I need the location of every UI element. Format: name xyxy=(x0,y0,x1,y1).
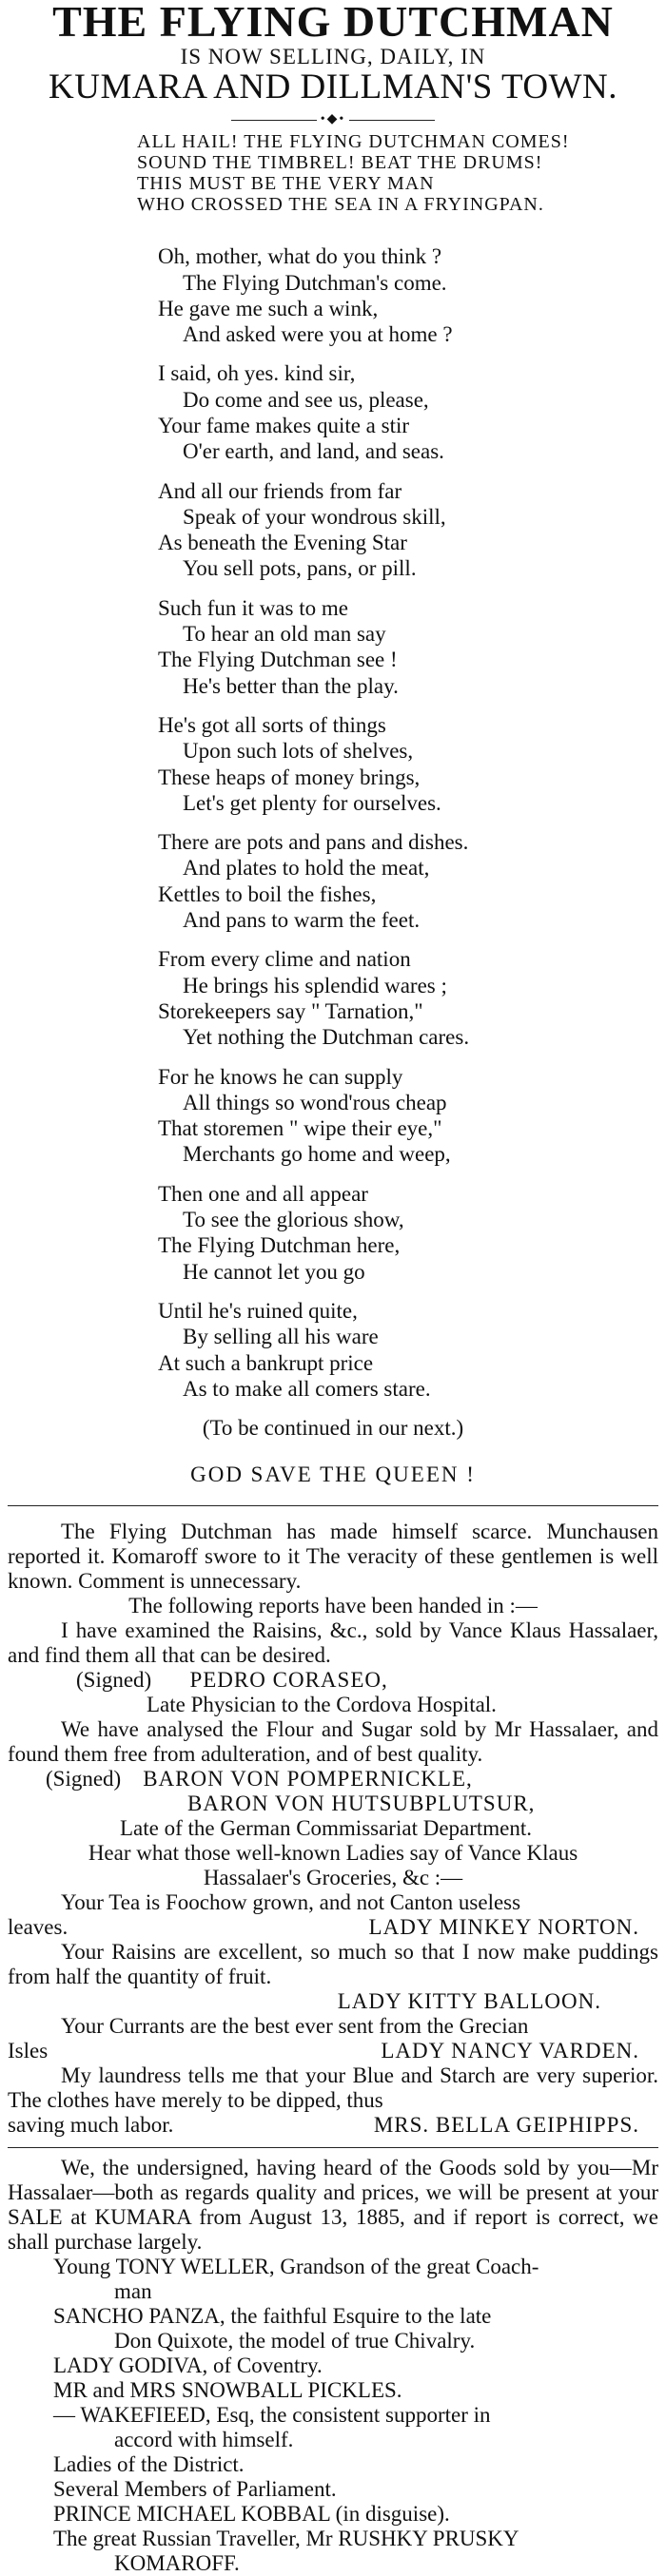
signed-label: (Signed) xyxy=(76,1668,152,1693)
poem-line: Storekeepers say " Tarnation," xyxy=(158,998,423,1023)
ornamental-divider: •◆• xyxy=(8,112,658,127)
poem-line: By selling all his ware xyxy=(183,1325,379,1349)
poem-line: And asked were you at home ? xyxy=(183,322,453,347)
paragraph: The Flying Dutchman has made himself scarce. Munchausen reported it. Komaroff swore to it The veracity of these gentlemen is well known. Comment is unnecessary. xyxy=(8,1520,658,1594)
poem-line: Such fun it was to me xyxy=(158,595,348,620)
poem-line: Your fame makes quite a stir xyxy=(158,414,410,437)
poem-line: Do come and see us, please, xyxy=(183,387,429,412)
masthead-subtitle: IS NOW SELLING, DAILY, IN xyxy=(180,45,486,68)
poem-line: The Flying Dutchman here, xyxy=(158,1233,401,1258)
testimonial: Your Currants are the best ever sent from the Grecian xyxy=(61,2014,529,2039)
signatory-entry: PRINCE MICHAEL KOBBAL (in disguise). xyxy=(53,2502,450,2527)
signatory-name-2: BARON VON HUTSUBPLUTSUR, xyxy=(187,1792,536,1816)
poem xyxy=(8,243,658,1402)
poem-stanza xyxy=(158,595,658,699)
poem-line: Upon such lots of shelves, xyxy=(183,739,414,764)
testimonial-signoff: saving much labor. MRS. BELLA GEIPHIPPS. xyxy=(8,2113,658,2138)
continued-note: (To be continued in our next.) xyxy=(202,1416,464,1441)
signatory-entry: MR and MRS SNOWBALL PICKLES. xyxy=(53,2378,402,2403)
paragraph: We have analysed the Flour and Sugar sold by Mr Hassalaer, and found them free from adulteration, and of best quality. xyxy=(8,1717,658,1767)
lady-name: LADY MINKEY NORTON. xyxy=(368,1915,639,1940)
signatory-entry-continuation: KOMAROFF. xyxy=(114,2551,240,2576)
poem-stanza xyxy=(158,946,658,1050)
signatory-title: Late of the German Commissariat Department. xyxy=(120,1816,533,1841)
signature-block xyxy=(8,1767,658,1792)
signatory-entry-continuation: accord with himself. xyxy=(114,2428,294,2452)
signatory-name: BARON VON POMPERNICKLE, xyxy=(143,1767,473,1792)
poem-line: Until he's ruined quite, xyxy=(158,1298,358,1323)
intro-line: ALL HAIL! THE FLYING DUTCHMAN COMES! xyxy=(137,131,570,153)
poem-line: The Flying Dutchman see ! xyxy=(158,648,398,672)
poem-line: As beneath the Evening Star xyxy=(158,531,407,555)
signatory-entry: LADY GODIVA, of Coventry. xyxy=(53,2353,323,2378)
section-divider xyxy=(8,2147,658,2148)
poem-line: Then one and all appear xyxy=(158,1181,368,1206)
poem-stanza xyxy=(158,478,658,582)
poem-stanza xyxy=(158,360,658,464)
poem-line: And pans to warm the feet. xyxy=(183,908,421,933)
intro-verse xyxy=(8,131,658,215)
poem-line: He cannot let you go xyxy=(183,1259,365,1284)
testimonial: Your Raisins are excellent, so much so that I now make puddings from half the quantity of fruit. xyxy=(8,1940,658,1989)
lady-name: LADY NANCY VARDEN. xyxy=(381,2039,639,2063)
poem-line: Kettles to boil the fishes, xyxy=(158,881,377,906)
poem-line: Let's get plenty for ourselves. xyxy=(183,790,441,815)
poem-line: To see the glorious show, xyxy=(183,1208,404,1232)
poem-line: And all our friends from far xyxy=(158,478,402,503)
poem-line: He's better than the play. xyxy=(183,673,399,698)
poem-line: From every clime and nation xyxy=(158,947,411,972)
poem-line: These heaps of money brings, xyxy=(158,765,421,789)
section-divider xyxy=(8,1505,658,1506)
paragraph: We, the undersigned, having heard of the Goods sold by you—Mr Hassalaer—both as regards quality and prices, we will be present at your SALE at KUMARA from August 13, 1885, and if report is correct, we shall purchase largely. xyxy=(8,2156,658,2255)
signatory-entry: Ladies of the District. xyxy=(53,2452,245,2477)
poem-line: Merchants go home and weep, xyxy=(183,1142,451,1167)
poem-line: O'er earth, and land, and seas. xyxy=(183,439,444,464)
poem-line: The Flying Dutchman's come. xyxy=(183,270,447,295)
signatory-entry: — WAKEFIEED, Esq, the consistent supporter in xyxy=(53,2403,491,2428)
poem-line: He brings his splendid wares ; xyxy=(183,973,447,997)
intro-line: SOUND THE TIMBREL! BEAT THE DRUMS! xyxy=(137,152,543,174)
poem-line: For he knows he can supply xyxy=(158,1064,403,1089)
masthead-title: THE FLYING DUTCHMAN xyxy=(52,0,614,46)
testimonial-signoff: leaves. LADY MINKEY NORTON. xyxy=(8,1915,658,1940)
testimonial-signoff: Isles LADY NANCY VARDEN. xyxy=(8,2039,658,2063)
poem-line: Yet nothing the Dutchman cares. xyxy=(183,1025,470,1050)
poem-stanza xyxy=(158,1064,658,1168)
signature-block xyxy=(8,1668,658,1693)
poem-stanza xyxy=(158,1298,658,1402)
poem-line: That storemen " wipe their eye," xyxy=(158,1116,442,1141)
signed-label: (Signed) xyxy=(46,1767,122,1792)
intro-line: WHO CROSSED THE SEA IN A FRYINGPAN. xyxy=(137,194,544,216)
poem-stanza xyxy=(158,829,658,933)
signatory-entry: Several Members of Parliament. xyxy=(53,2477,337,2502)
poem-stanza xyxy=(158,243,658,347)
ladies-intro-line: Hassalaer's Groceries, &c :— xyxy=(203,1866,463,1890)
poem-line: Oh, mother, what do you think ? xyxy=(158,244,442,269)
poem-line: All things so wond'rous cheap xyxy=(183,1090,447,1114)
signatory-entry: SANCHO PANZA, the faithful Esquire to the late xyxy=(53,2304,492,2329)
poem-stanza xyxy=(158,1181,658,1285)
intro-line: THIS MUST BE THE VERY MAN xyxy=(137,173,435,195)
reports-intro: The following reports have been handed in :— xyxy=(128,1594,538,1618)
poem-line: You sell pots, pans, or pill. xyxy=(183,556,417,581)
poem-line: Speak of your wondrous skill, xyxy=(183,504,446,529)
paragraph: I have examined the Raisins, &c., sold by Vance Klaus Hassalaer, and find them all that can be desired. xyxy=(8,1618,658,1668)
god-save-the-queen: GOD SAVE THE QUEEN ! xyxy=(190,1462,476,1487)
poem-line: There are pots and pans and dishes. xyxy=(158,830,469,855)
signatory-entry-continuation: Don Quixote, the model of true Chivalry. xyxy=(114,2329,476,2353)
poem-line: As to make all comers stare. xyxy=(183,1376,431,1401)
poem-line: And plates to hold the meat, xyxy=(183,856,430,881)
testimonial: Your Tea is Foochow grown, and not Canton useless xyxy=(61,1890,521,1915)
signatory-title: Late Physician to the Cordova Hospital. xyxy=(147,1693,497,1717)
signatory-entry: The great Russian Traveller, Mr RUSHKY PRUSKY xyxy=(53,2527,519,2551)
poem-line: I said, oh yes. kind sir, xyxy=(158,361,356,386)
signatory-list xyxy=(8,2255,658,2576)
signatory-entry-continuation: man xyxy=(114,2279,152,2304)
poem-line: To hear an old man say xyxy=(183,622,386,647)
lady-name: MRS. BELLA GEIPHIPPS. xyxy=(373,2113,639,2138)
ladies-intro-line: Hear what those well-known Ladies say of Vance Klaus xyxy=(88,1841,578,1866)
signatory-name: PEDRO CORASEO, xyxy=(189,1668,388,1693)
poem-line: At such a bankrupt price xyxy=(158,1350,374,1375)
poem-line: He gave me such a wink, xyxy=(158,296,379,320)
poem-stanza xyxy=(158,712,658,816)
signatory-entry: Young TONY WELLER, Grandson of the great Coach- xyxy=(53,2255,539,2279)
lady-name: LADY KITTY BALLOON. xyxy=(337,1989,601,2014)
testimonial: My laundress tells me that your Blue and Starch are very superior. The clothes have merely to be dipped, thus xyxy=(8,2063,658,2113)
masthead-location: KUMARA AND DILLMAN'S TOWN. xyxy=(49,68,617,107)
poem-line: He's got all sorts of things xyxy=(158,712,386,737)
